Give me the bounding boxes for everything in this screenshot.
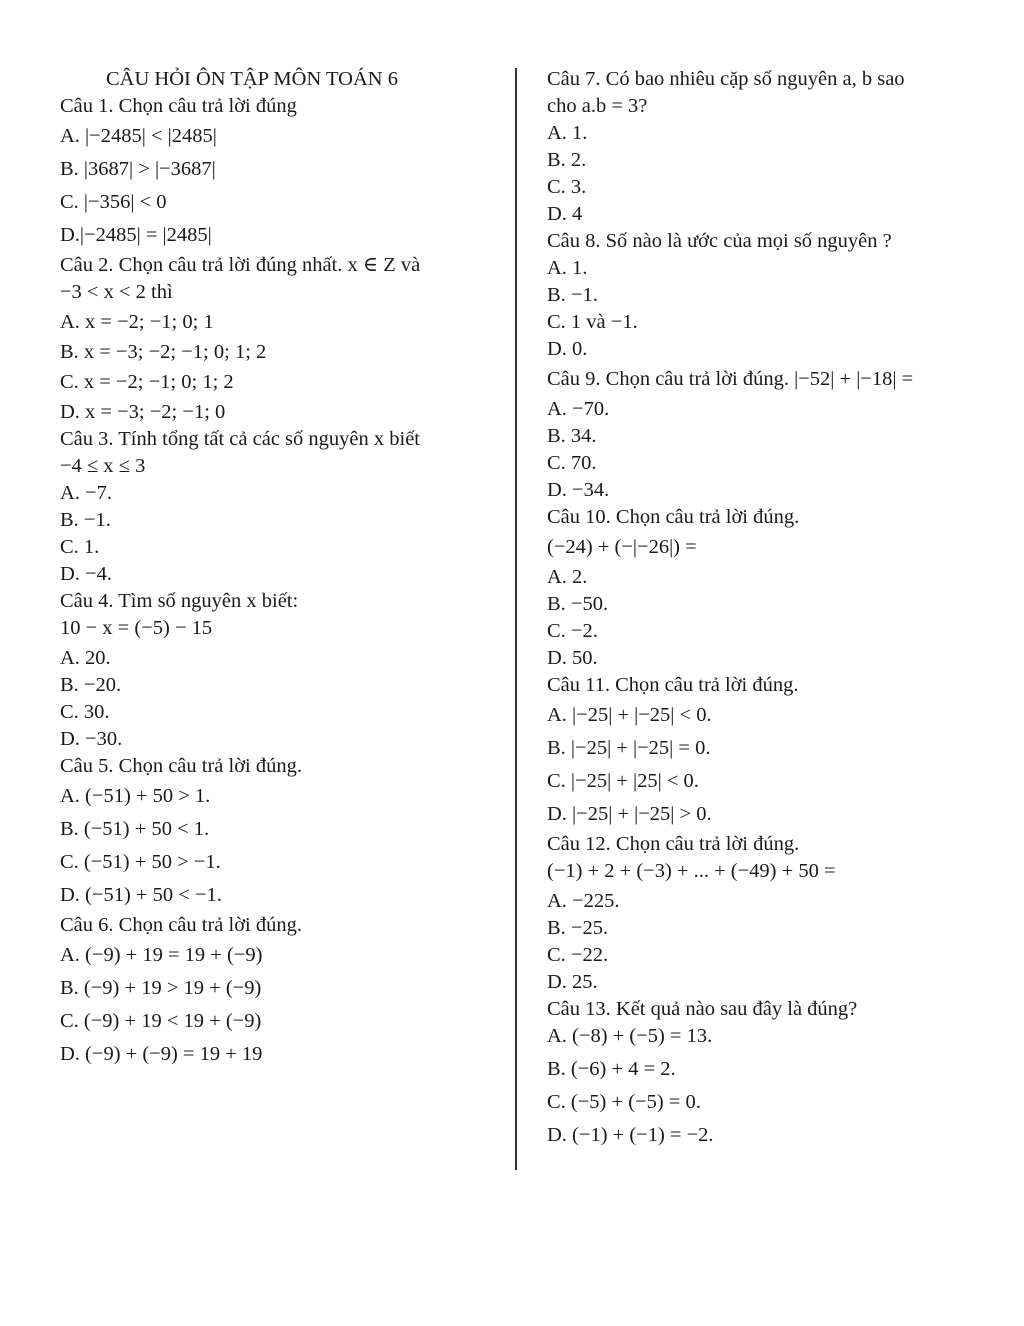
option-cau-1-a: A. |−2485| < |2485|: [60, 125, 217, 147]
option-cau-8-b: B. −1.: [547, 284, 598, 306]
question-cau-7: Câu 7. Có bao nhiêu cặp số nguyên a, b sao: [547, 68, 905, 90]
option-cau-9-d: D. −34.: [547, 479, 610, 501]
option-cau-11-a: A. |−25| + |−25| < 0.: [547, 704, 712, 726]
right-column: [547, 66, 987, 1149]
option-cau-9-b: B. 34.: [547, 425, 597, 447]
option-cau-2-a: A. x = −2; −1; 0; 1: [60, 311, 214, 333]
option-cau-6-d: D. (−9) + (−9) = 19 + 19: [60, 1043, 263, 1065]
column-divider: [515, 68, 517, 1170]
option-cau-1-d: D.|−2485| = |2485|: [60, 224, 212, 246]
option-cau-6-a: A. (−9) + 19 = 19 + (−9): [60, 944, 263, 966]
question-cau-6: Câu 6. Chọn câu trả lời đúng.: [60, 914, 302, 936]
option-cau-5-a: A. (−51) + 50 > 1.: [60, 785, 211, 807]
option-cau-12-c: C. −22.: [547, 944, 609, 966]
option-cau-10-c: C. −2.: [547, 620, 598, 642]
option-cau-12-a: A. −225.: [547, 890, 620, 912]
option-cau-8-d: D. 0.: [547, 338, 588, 360]
option-cau-5-d: D. (−51) + 50 < −1.: [60, 884, 222, 906]
option-cau-5-b: B. (−51) + 50 < 1.: [60, 818, 210, 840]
option-cau-7-d: D. 4: [547, 203, 583, 225]
option-cau-1-b: B. |3687| > |−3687|: [60, 158, 216, 180]
question-cau-2: Câu 2. Chọn câu trả lời đúng nhất. x ∈ Z và: [60, 254, 421, 276]
left-question-list: [60, 93, 500, 1068]
option-cau-13-c: C. (−5) + (−5) = 0.: [547, 1091, 701, 1113]
option-cau-11-d: D. |−25| + |−25| > 0.: [547, 803, 712, 825]
option-cau-13-d: D. (−1) + (−1) = −2.: [547, 1124, 714, 1146]
option-cau-11-c: C. |−25| + |25| < 0.: [547, 770, 699, 792]
option-cau-2-b: B. x = −3; −2; −1; 0; 1; 2: [60, 341, 267, 363]
option-cau-13-b: B. (−6) + 4 = 2.: [547, 1058, 676, 1080]
option-cau-13-a: A. (−8) + (−5) = 13.: [547, 1025, 713, 1047]
question-cau-5: Câu 5. Chọn câu trả lời đúng.: [60, 755, 302, 777]
option-cau-9-a: A. −70.: [547, 398, 610, 420]
question-cau-3: Câu 3. Tính tổng tất cả các số nguyên x biết: [60, 428, 420, 450]
option-cau-3-c: C. 1.: [60, 536, 100, 558]
option-cau-3-a: A. −7.: [60, 482, 112, 504]
option-cau-7-a: A. 1.: [547, 122, 588, 144]
question-cau-10-cont: (−24) + (−|−26|) =: [547, 536, 697, 558]
question-cau-2-cont: −3 < x < 2 thì: [60, 281, 173, 303]
option-cau-4-b: B. −20.: [60, 674, 122, 696]
page-title: CÂU HỎI ÔN TẬP MÔN TOÁN 6: [106, 68, 398, 90]
question-cau-9: Câu 9. Chọn câu trả lời đúng. |−52| + |−18| =: [547, 368, 914, 390]
question-cau-12: Câu 12. Chọn câu trả lời đúng.: [547, 833, 800, 855]
option-cau-12-d: D. 25.: [547, 971, 598, 993]
option-cau-10-d: D. 50.: [547, 647, 598, 669]
option-cau-4-d: D. −30.: [60, 728, 123, 750]
question-cau-8: Câu 8. Số nào là ước của mọi số nguyên ?: [547, 230, 892, 252]
option-cau-1-c: C. |−356| < 0: [60, 191, 167, 213]
option-cau-12-b: B. −25.: [547, 917, 609, 939]
question-cau-4: Câu 4. Tìm số nguyên x biết:: [60, 590, 299, 612]
option-cau-10-b: B. −50.: [547, 593, 609, 615]
option-cau-4-c: C. 30.: [60, 701, 110, 723]
option-cau-2-d: D. x = −3; −2; −1; 0: [60, 401, 226, 423]
question-cau-3-cont: −4 ≤ x ≤ 3: [60, 455, 146, 477]
option-cau-2-c: C. x = −2; −1; 0; 1; 2: [60, 371, 234, 393]
question-cau-12-cont: (−1) + 2 + (−3) + ... + (−49) + 50 =: [547, 860, 836, 882]
left-column: [60, 66, 500, 1068]
question-cau-10: Câu 10. Chọn câu trả lời đúng.: [547, 506, 800, 528]
option-cau-3-b: B. −1.: [60, 509, 111, 531]
option-cau-3-d: D. −4.: [60, 563, 112, 585]
option-cau-9-c: C. 70.: [547, 452, 597, 474]
option-cau-6-c: C. (−9) + 19 < 19 + (−9): [60, 1010, 262, 1032]
option-cau-7-c: C. 3.: [547, 176, 587, 198]
option-cau-10-a: A. 2.: [547, 566, 588, 588]
question-cau-1: Câu 1. Chọn câu trả lời đúng: [60, 95, 297, 117]
option-cau-8-c: C. 1 và −1.: [547, 311, 638, 333]
option-cau-8-a: A. 1.: [547, 257, 588, 279]
question-cau-7-cont: cho a.b = 3?: [547, 95, 648, 117]
question-cau-4-cont: 10 − x = (−5) − 15: [60, 617, 213, 639]
option-cau-5-c: C. (−51) + 50 > −1.: [60, 851, 221, 873]
question-cau-11: Câu 11. Chọn câu trả lời đúng.: [547, 674, 799, 696]
option-cau-11-b: B. |−25| + |−25| = 0.: [547, 737, 711, 759]
right-question-list: [547, 66, 987, 1149]
option-cau-6-b: B. (−9) + 19 > 19 + (−9): [60, 977, 262, 999]
option-cau-4-a: A. 20.: [60, 647, 111, 669]
option-cau-7-b: B. 2.: [547, 149, 587, 171]
question-cau-13: Câu 13. Kết quả nào sau đây là đúng?: [547, 998, 858, 1020]
